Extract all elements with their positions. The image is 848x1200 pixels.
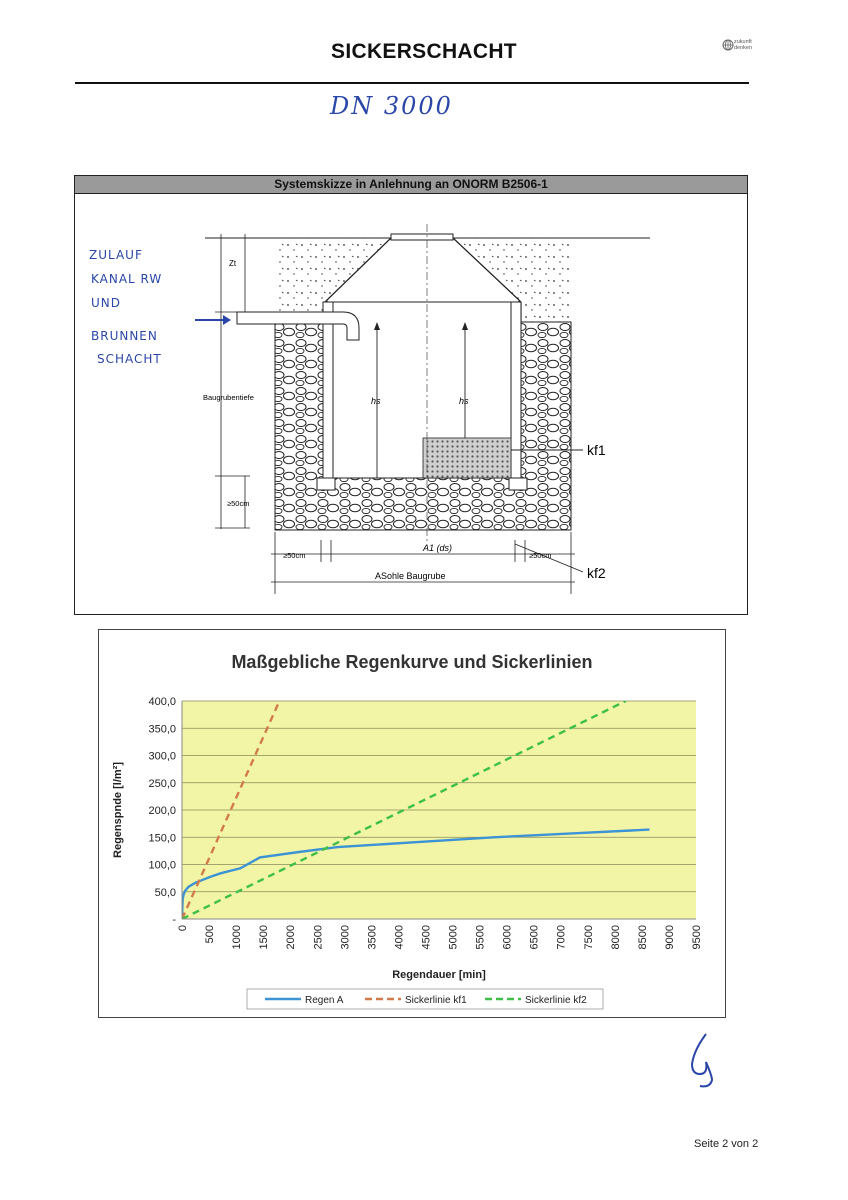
logo-line-2: denken (734, 45, 753, 51)
handwritten-line-3: UND (91, 296, 121, 310)
x-tick-label: 2500 (312, 925, 325, 950)
x-tick-label: 7500 (582, 925, 595, 950)
x-tick-label: 4000 (393, 925, 406, 950)
logo-text (734, 39, 752, 51)
chart-title: Maßgebliche Regenkurve und Sickerlinien (231, 652, 593, 672)
x-tick-label: 4500 (420, 925, 433, 950)
label-zt: Zt (229, 259, 237, 268)
logo-line-1: zukunft (734, 39, 752, 45)
company-logo (722, 38, 756, 56)
legend-label: Sickerlinie kf1 (405, 995, 467, 1006)
sketch-heading: Systemskizze in Anlehnung an ONORM B2506-1 (75, 176, 747, 194)
label-kf2: kf2 (587, 565, 606, 581)
globe-icon (722, 39, 734, 51)
y-tick-label: - (172, 914, 176, 926)
y-tick-label: 300,0 (148, 750, 176, 763)
x-tick-label: 8000 (609, 925, 622, 950)
y-axis-label: Regenspnde [l/m²] (112, 762, 124, 858)
x-tick-label: 2000 (285, 925, 298, 950)
label-hs-right: hs (459, 396, 469, 406)
x-tick-label: 1500 (258, 925, 271, 950)
x-tick-label: 6500 (528, 925, 541, 950)
chart-plot (99, 630, 725, 1017)
y-tick-label: 250,0 (148, 777, 176, 790)
y-tick-label: 150,0 (148, 832, 176, 845)
handwritten-note: DN 3000 (330, 92, 453, 120)
system-sketch (74, 175, 748, 615)
x-axis-label: Regendauer [min] (392, 969, 486, 981)
handwritten-line-4: BRUNNEN (91, 329, 158, 343)
x-tick-label: 3500 (366, 925, 379, 950)
label-left-gap: ≥50cm (283, 551, 306, 560)
handwritten-signature (686, 1030, 726, 1090)
x-tick-label: 0 (177, 925, 189, 932)
y-tick-label: 350,0 (148, 723, 176, 736)
arrow-icon (193, 312, 233, 328)
rain-chart (98, 629, 726, 1018)
x-tick-label: 9000 (663, 925, 676, 950)
chart-legend (247, 989, 603, 1009)
x-tick-label: 7000 (555, 925, 568, 950)
handwritten-line-2: KANAL RW (91, 272, 163, 286)
label-right-gap: ≥50cm (529, 551, 552, 560)
handwritten-line-5: SCHACHT (97, 352, 162, 366)
label-kf1: kf1 (587, 442, 606, 458)
header-rule (75, 82, 749, 84)
page-title: SICKERSCHACHT (331, 40, 517, 63)
y-tick-label: 100,0 (148, 859, 176, 872)
label-hs-left: hs (371, 396, 381, 406)
x-tick-label: 9500 (691, 925, 703, 950)
y-tick-label: 50,0 (154, 886, 176, 899)
label-asohle: ASohle Baugrube (375, 571, 446, 581)
y-tick-label: 200,0 (148, 805, 176, 817)
x-tick-label: 8500 (636, 925, 649, 950)
label-baugrubentiefe: Baugrubentiefe (203, 393, 254, 402)
legend-label: Regen A (305, 995, 344, 1006)
x-tick-label: 1000 (231, 925, 244, 950)
x-tick-label: 6000 (501, 925, 514, 950)
x-tick-label: 5000 (447, 925, 460, 950)
y-tick-label: 400,0 (148, 696, 176, 708)
x-tick-label: 5500 (474, 925, 487, 950)
shaft-drawing (75, 194, 747, 614)
label-min-depth: ≥50cm (227, 499, 250, 508)
handwritten-line-1: ZULAUF (89, 248, 143, 262)
page-number: Seite 2 von 2 (694, 1138, 759, 1150)
x-tick-label: 3000 (339, 925, 352, 950)
legend-label: Sickerlinie kf2 (525, 995, 587, 1006)
label-a1: A1 (ds) (423, 543, 453, 553)
x-tick-label: 500 (204, 925, 217, 944)
